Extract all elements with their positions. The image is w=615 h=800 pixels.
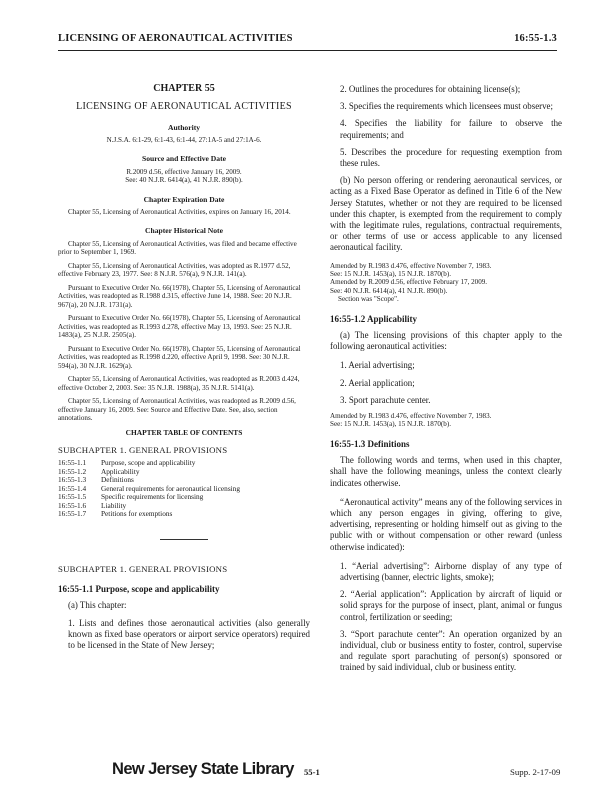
supplement-date: Supp. 2-17-09 — [510, 767, 561, 777]
section-list-item: 1. Lists and defines those aeronautical activities (also generally known as fixed base operators or airport service operators) required to be licensed in the State of New Jersey; — [68, 617, 310, 651]
section-divider — [160, 539, 208, 540]
chapter-number: CHAPTER 55 — [153, 83, 215, 94]
subchapter-heading: SUBCHAPTER 1. GENERAL PROVISIONS — [58, 563, 228, 574]
toc-number: 16:55-1.6 — [58, 500, 87, 510]
toc-title: Applicability — [101, 466, 140, 476]
amendment-note — [330, 412, 562, 429]
section-list-item: 4. Specifies the liability for failure to observe the requirements; and — [340, 118, 562, 140]
table-of-contents — [58, 459, 310, 519]
header-rule — [58, 50, 557, 51]
toc-number: 16:55-1.5 — [58, 492, 87, 502]
authority-heading: Authority — [167, 122, 201, 132]
toc-row — [58, 459, 310, 468]
historical-note: Pursuant to Executive Order No. 66(1978), Chapter 55, Licensing of Aeronautical Activities, was readopted as R.1988 d.315, effective June 14, 1988. See: 20 N.J.R. 967(a), 20 N.J.R. 1731(a). — [58, 283, 301, 309]
toc-number: 16:55-1.1 — [58, 458, 87, 468]
amendment-line: Amended by R.1983 d.476, effective November 7, 1983. — [330, 261, 492, 270]
historical-note-heading: Chapter Historical Note — [145, 226, 223, 236]
right-column — [330, 84, 562, 680]
amendment-line: Section was "Scope". — [338, 295, 399, 304]
toc-title: General requirements for aeronautical licensing — [101, 483, 240, 493]
historical-note: Chapter 55, Licensing of Aeronautical Activities, was adopted as R.1977 d.52, effective February 23, 1977. See: 8 N.J.R. 576(a), 9 N.J.R. 141(a). — [58, 261, 291, 279]
amendment-line: See: 15 N.J.R. 1453(a), 15 N.J.R. 1870(b). — [330, 420, 451, 429]
definition-item: 2. “Aerial application”: Application by aircraft of liquid or solid sprays for the purpose of insect, plant, animal or fungus control, fertilization or seeding; — [340, 589, 562, 622]
section-list-item: 2. Outlines the procedures for obtaining license(s); — [340, 84, 521, 94]
toc-number: 16:55-1.2 — [58, 466, 87, 476]
section-heading: 16:55-1.1 Purpose, scope and applicability — [58, 584, 220, 595]
historical-note: Chapter 55, Licensing of Aeronautical Activities, was readopted as R.2003 d.424, effective October 2, 2003. See: 35 N.J.R. 1988(a), 35 N.J.R. 5141(a). — [58, 375, 300, 392]
section-list-item: 3. Specifies the requirements which licensees must observe; — [340, 101, 553, 112]
toc-title: Purpose, scope and applicability — [101, 458, 196, 468]
definition-item: 3. “Sport parachute center”: An operation organized by an individual, club or business entity to foster, control, supervise and regulate sport parachuting of person(s) sponsored or trained by said individual, club or business entity. — [340, 628, 562, 673]
toc-number: 16:55-1.3 — [58, 475, 87, 485]
source-text — [58, 168, 310, 185]
library-watermark: New Jersey State Library — [112, 760, 294, 778]
toc-number: 16:55-1.7 — [58, 509, 87, 519]
toc-row — [58, 510, 310, 519]
section-paragraph: (a) This chapter: — [68, 600, 127, 611]
amendment-line: See: 40 N.J.R. 6414(a), 41 N.J.R. 890(b). — [330, 286, 448, 295]
section-paragraph: (a) The licensing provisions of this chapter apply to the following aeronautical activities: — [330, 329, 562, 352]
page-footer — [0, 760, 615, 790]
toc-row — [58, 468, 310, 477]
source-line: R.2009 d.56, effective January 16, 2009. — [126, 167, 242, 176]
toc-title: Definitions — [101, 475, 134, 485]
historical-note: Chapter 55, Licensing of Aeronautical Activities, was filed and became effective prior to September 1, 1969. — [58, 239, 297, 257]
authority-text: N.J.S.A. 6:1-29, 6:1-43, 6:1-44, 27:1A-5 and 27:1A-6. — [106, 135, 262, 144]
amendment-line: Amended by R.2009 d.56, effective February 17, 2009. — [330, 278, 488, 287]
section-paragraph: (b) No person offering or rendering aeronautical services, or acting as a Fixed Base Operator as defined in Title 6 of the New Jersey Statutes, whether or not they are required to be licensed under this chapter, is exempted from the requirement to comply with the legitimate rules, regulations, contractual requirements, or other terms of use or access applicable to any licensed aeronautical facility. — [330, 175, 562, 253]
toc-row — [58, 493, 310, 502]
section-heading: 16:55-1.2 Applicability — [330, 313, 418, 324]
section-list-item: 1. Aerial advertising; — [340, 360, 415, 371]
section-list-item: 3. Sport parachute center. — [340, 394, 431, 405]
toc-title: Petitions for exemptions — [101, 509, 173, 519]
running-head-title: LICENSING OF AERONAUTICAL ACTIVITIES — [58, 33, 293, 44]
historical-note: Chapter 55, Licensing of Aeronautical Activities, was readopted as R.2009 d.56, effective January 16, 2009. See: Source and Effective Date. See, also, section annotations. — [58, 397, 296, 423]
section-heading: 16:55-1.3 Definitions — [330, 438, 410, 449]
definition-paragraph: “Aeronautical activity” means any of the following services in which any person engages in giving, offering to give, advertising, representing or holding himself out as giving to the public with or without compensation or other reward (unless otherwise indicated): — [330, 496, 562, 552]
left-column — [58, 84, 310, 657]
section-list-item: 5. Describes the procedure for requesting exemption from these rules. — [340, 146, 562, 169]
section-paragraph: The following words and terms, when used in this chapter, shall have the following meanings, unless the context clearly indicates otherwise. — [330, 455, 562, 488]
expiration-heading: Chapter Expiration Date — [143, 194, 225, 204]
definition-item: 1. “Aerial advertising”: Airborne display of any type of advertising (banner, electric lights, smoke); — [340, 560, 562, 582]
historical-note: Pursuant to Executive Order No. 66(1978), Chapter 55, Licensing of Aeronautical Activities, was readopted as R.1993 d.278, effective May 13, 1993. See: 25 N.J.R. 1483(a), 25 N.J.R. 2505(a). — [58, 314, 301, 340]
toc-number: 16:55-1.4 — [58, 483, 87, 493]
section-list-item: 2. Aerial application; — [340, 377, 415, 388]
amendment-line: Amended by R.1983 d.476, effective November 7, 1983. — [330, 411, 492, 420]
source-line: See: 40 N.J.R. 6414(a), 41 N.J.R. 890(b). — [125, 176, 243, 185]
amendment-note — [330, 262, 562, 304]
amendment-line: See: 15 N.J.R. 1453(a), 15 N.J.R. 1870(b). — [330, 270, 451, 279]
chapter-title: LICENSING OF AERONAUTICAL ACTIVITIES — [76, 101, 292, 113]
toc-title: Liability — [101, 500, 127, 510]
toc-subchapter: SUBCHAPTER 1. GENERAL PROVISIONS — [58, 445, 228, 456]
toc-heading: CHAPTER TABLE OF CONTENTS — [125, 427, 243, 437]
toc-title: Specific requirements for licensing — [101, 492, 204, 502]
page-number: 55-1 — [304, 767, 320, 777]
historical-note: Pursuant to Executive Order No. 66(1978), Chapter 55, Licensing of Aeronautical Activities, was readopted as R.1998 d.220, effective April 9, 1998. See: 30 N.J.R. 594(a), 30 N.J.R. 1629(a). — [58, 344, 301, 370]
toc-row — [58, 502, 310, 511]
expiration-text: Chapter 55, Licensing of Aeronautical Activities, expires on January 16, 2014. — [68, 207, 291, 216]
source-heading: Source and Effective Date — [141, 154, 226, 164]
running-head-section: 16:55-1.3 — [514, 33, 557, 44]
